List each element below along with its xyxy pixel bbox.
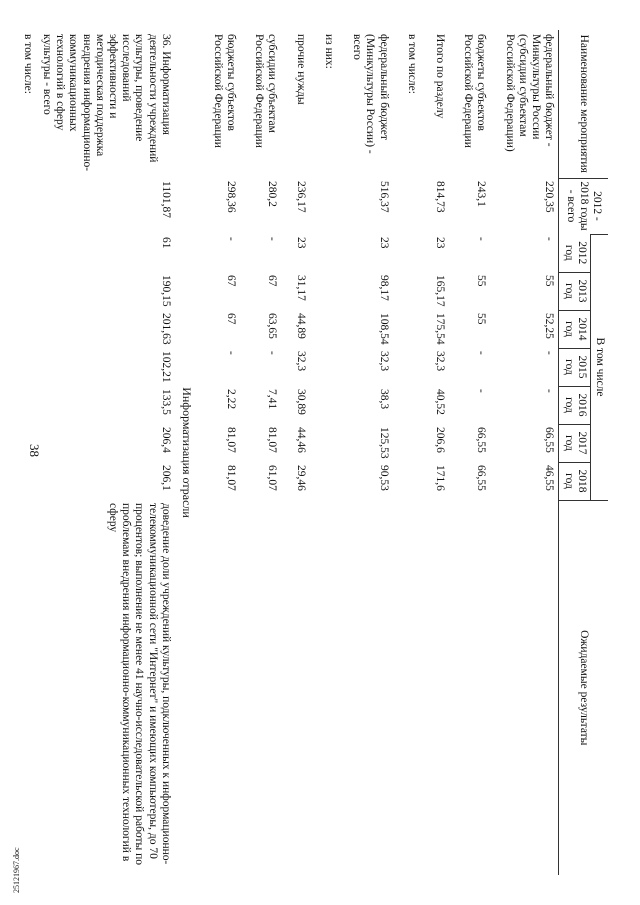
row36-name: 36. Информатизация деятельности учреждений культуры, проведение исследований эффективности и методическая поддержка внедрения информационно-коммуникационных технологий в сферу культуры - всего (40, 34, 172, 172)
row36-value: 206,1 (159, 465, 172, 491)
row-total (310, 178, 338, 234)
row-value: 125,53 (377, 427, 390, 459)
row-value: 67 (225, 275, 238, 287)
row-value: 108,54 (377, 313, 390, 345)
row-expected (449, 500, 490, 875)
row-value (310, 386, 338, 424)
header-year: 2017 год (559, 424, 590, 462)
row-value: - (475, 351, 488, 355)
header-year: 2015 год (559, 348, 590, 386)
row-value: 55 (543, 275, 556, 287)
row-value: 44,89 (294, 313, 307, 339)
row-name: бюджеты субъектов Российской Федерации (211, 34, 238, 148)
row-value: 55 (475, 313, 488, 325)
row-value: 81,07 (225, 427, 238, 453)
row-value: 171,6 (434, 465, 447, 491)
row36-value: 206,4 (159, 427, 172, 453)
row36-value: 190,15 (159, 275, 172, 307)
row-value: 23 (377, 237, 390, 249)
row-value: - (225, 237, 238, 241)
section-title: Информатизация отрасли (179, 387, 194, 518)
table-row (310, 30, 338, 875)
row36-total: 1101,87 (159, 181, 172, 218)
row-value: 55 (475, 275, 488, 287)
header-including: В том числе (590, 234, 608, 500)
row-value: 32,3 (294, 351, 307, 372)
row-value: - (266, 351, 279, 355)
header-total: 2012 - 2018 годы - всего (559, 178, 608, 234)
row-value: 66,55 (475, 427, 488, 453)
row-value: 32,3 (377, 351, 390, 372)
row-value: 90,53 (377, 465, 390, 491)
row-value (393, 424, 421, 462)
row-value: 46,55 (543, 465, 556, 491)
budget-table (17, 30, 608, 875)
table-row (282, 30, 310, 875)
header-year: 2014 год (559, 310, 590, 348)
table-row (393, 30, 421, 875)
header-name: Наименование мероприятия (559, 30, 608, 178)
row-expected (240, 500, 281, 875)
header-expected: Ожидаемые результаты (559, 500, 608, 875)
row-name: бюджеты субъектов Российской Федерации (462, 34, 488, 148)
table-row (449, 30, 490, 875)
row-value (310, 234, 338, 272)
row-expected (393, 500, 421, 875)
row-value: 175,54 (434, 313, 447, 345)
row-value: - (266, 237, 279, 241)
row-value: 30,89 (294, 389, 307, 415)
row-total: 516,37 (377, 181, 390, 213)
row-value: 206,6 (434, 427, 447, 453)
rotated-page (21, 30, 608, 875)
row-name: Итого по разделу (434, 34, 447, 119)
row-value: - (475, 237, 488, 241)
row-value: 29,46 (294, 465, 307, 491)
row-value: 165,17 (434, 275, 447, 307)
row-value: 66,55 (475, 465, 488, 491)
after-note: в том числе: (21, 34, 34, 94)
row-value: 81,07 (225, 465, 238, 491)
table-row (490, 30, 558, 875)
row-name: федеральный бюджет - Минкультуры России (субсидии субъектам Российской Федерации) (503, 34, 556, 152)
row-value: 23 (434, 237, 447, 249)
header-year: 2016 год (559, 386, 590, 424)
header-year: 2013 год (559, 272, 590, 310)
row-expected (199, 500, 240, 875)
row-value: 67 (225, 313, 238, 325)
row-value: 63,65 (266, 313, 279, 339)
row-total (393, 178, 421, 234)
row-value: 2,22 (225, 389, 238, 410)
row-expected (282, 500, 310, 875)
row-expected (421, 500, 449, 875)
row36-value: 61 (159, 237, 172, 249)
row-value: 81,07 (266, 427, 279, 453)
row-value: 52,25 (543, 313, 556, 339)
row-name: федеральный бюджет (Минкультуры России) - всего (351, 34, 390, 154)
row-value (310, 272, 338, 310)
row-name: субсидии субъектам Российской Федерации (253, 34, 279, 148)
row-total: 243,1 (475, 181, 488, 207)
row-value: 67 (266, 275, 279, 287)
row-value (310, 462, 338, 500)
row36-value: 201,63 (159, 313, 172, 345)
row-expected (490, 500, 558, 875)
row-value: 7,41 (266, 389, 279, 410)
table-row (338, 30, 393, 875)
row-expected (310, 500, 338, 875)
row36-expected: доведение доли учреждений культуры, подключенных к информационно-телекоммуникационной сети "Интернет" и имеющих компьютеры, до 70 процентов; выполнение не менее 41 научно-исследовательской работы по проблемам внедрения информационно-коммуникационных технологий в сферу (106, 503, 172, 866)
row-total: 298,36 (225, 181, 238, 213)
footer-filename: 25121967.doc (12, 847, 21, 893)
row-value (393, 234, 421, 272)
row-value: 38,3 (377, 389, 390, 410)
row-value: 40,52 (434, 389, 447, 415)
row-value: 66,55 (543, 427, 556, 453)
table-row (199, 30, 240, 875)
row-value (393, 272, 421, 310)
row-value: 44,46 (294, 427, 307, 453)
row-value (393, 462, 421, 500)
row-name: в том числе: (405, 34, 418, 94)
row-total: 280,2 (266, 181, 279, 207)
row36-value: 133,5 (159, 389, 172, 415)
row-value (393, 310, 421, 348)
row-name: из них: (322, 34, 335, 69)
row-value (310, 348, 338, 386)
table-row (240, 30, 281, 875)
row-value (310, 310, 338, 348)
row-value: - (543, 237, 556, 241)
row-total: 236,17 (294, 181, 307, 213)
row-expected (338, 500, 393, 875)
row-value: 23 (294, 237, 307, 249)
row-value: - (543, 389, 556, 393)
row36-value: 102,21 (159, 351, 172, 383)
header-year: 2012 год (559, 234, 590, 272)
row-value (310, 424, 338, 462)
table-row (421, 30, 449, 875)
row-value: - (543, 351, 556, 355)
row-value: 31,17 (294, 275, 307, 301)
row-value: 98,17 (377, 275, 390, 301)
row-value: 32,3 (434, 351, 447, 372)
header-year: 2018 год (559, 462, 590, 500)
row-value (393, 386, 421, 424)
row-value (393, 348, 421, 386)
row-total: 814,73 (434, 181, 447, 213)
row-value: - (225, 351, 238, 355)
row-value: 61,07 (266, 465, 279, 491)
row-name: прочие нужды (294, 34, 307, 105)
row-total: 220,35 (543, 181, 556, 213)
row-value: - (475, 389, 488, 393)
page-number: 38 (27, 444, 42, 457)
